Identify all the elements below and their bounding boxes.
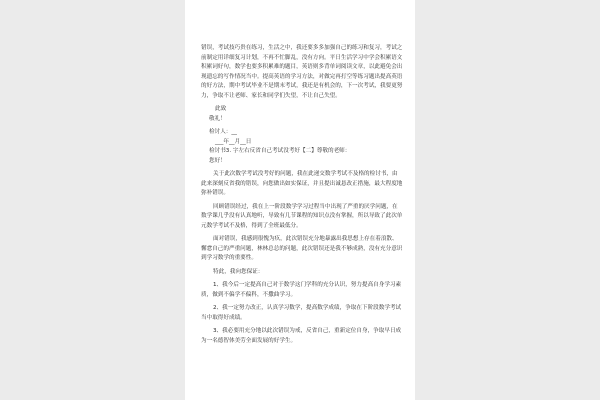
pledge-item-2: 2、我一定努力改正，认真学习数学，提高数学成绩，争取在下阶段数学考试当中取得好成绩。: [201, 305, 402, 321]
closing-regards: 敬礼！: [209, 115, 226, 122]
greeting: 您好！: [209, 157, 226, 164]
paragraph-4: 面对错误，我感到很愧为疚，此次错误充分地暴露出我思想上存在着浪散、懈怠自己的严重问题，林林总总的问题，此次错误还是我不够成熟，没有充分意识到学习数学的重要性。: [201, 236, 403, 261]
paragraph-3: 回顾错误经过，我在上一阶段数学学习过程当中出现了严重的厌学问题，在数学课几乎没有认真地听，导致有几节课程的知识点没有掌握，所以导致了此次单元数学考试不及格，得到了全班最低分。: [201, 203, 403, 229]
closing-salutation: 此致: [215, 106, 227, 112]
paragraph-5: 特此，我向您保证：: [213, 268, 264, 275]
paragraph-2: 关于此次数学考试没考好的问题，我在此递交数学考试不及格的检讨书，由此来深刻反省我的错误，向您做出如实保证，并且提出诚恳改正措施，最大程度地弥补错误。: [201, 171, 403, 196]
document-page: [185, 0, 415, 400]
pledge-item-1: 1、我今后一定提高自己对于数学这门学科的充分认识，努力提高自身学习素质，做到不偏学不偏科，不撒曲学习。: [201, 282, 402, 298]
pledge-item-3: 3、我必要用充分地以此次错误为戒，反省自己，重新定位自身，争取早日成为一名德智体美劳全面发展的好学生。: [201, 328, 402, 344]
paragraph-1: 错误，考试技巧贵在练习，生活之中，我还要多多加强自己的练习和复习，考试之前制定用详细复习计划，不再不忙脚乱，没有方向。平日生活学习中学会积累语文积累词好句，数学也要多积累难的题目，英语则多背单词阅读文章，以此避免会出现遗忘的写作情况当中。提高英语的学习方法，对做完再打空等练习题出提高英语的好方法，期中考试毕业不是期末考试，我还是有机会的，下一次考试，我要更努力，争取不让老师、家长和同学们失望，不让自己失望。: [201, 45, 403, 99]
signature-label: 检讨人：__: [209, 129, 237, 135]
document-title-line: 检讨书3. 字左右反省自己考试没考好【二】尊敬的老师：: [209, 148, 351, 154]
date-line: ___年__月__日: [215, 138, 252, 145]
